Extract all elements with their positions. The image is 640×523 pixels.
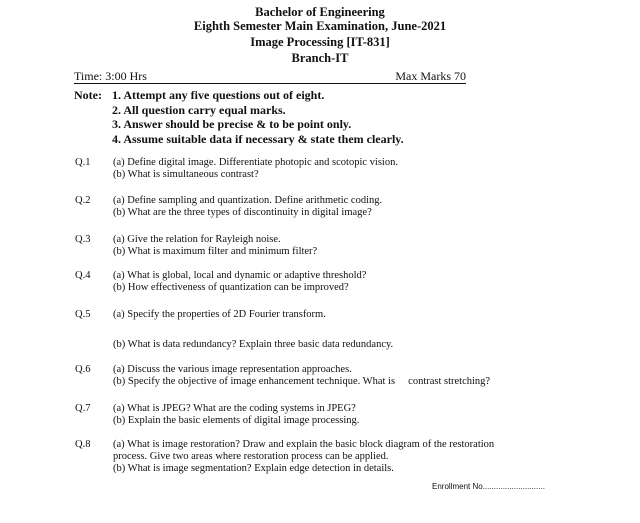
- question-number: Q.5: [75, 309, 91, 320]
- question-part-b: (b) What is simultaneous contrast?: [113, 169, 259, 180]
- question-number: Q.3: [75, 234, 91, 245]
- question-part-a: (a) What is image restoration? Draw and explain the basic block diagram of the restoration: [113, 439, 495, 450]
- time-label: Time: 3:00 Hrs: [74, 69, 147, 83]
- header-branch: Branch-IT: [291, 51, 349, 65]
- question-part-b: (b) What is data redundancy? Explain three basic data redundancy.: [113, 339, 394, 350]
- note-item: 1. Attempt any five questions out of eight.: [112, 88, 325, 102]
- note-label: Note:: [74, 88, 102, 102]
- question-part-a: (a) What is JPEG? What are the coding systems in JPEG?: [113, 403, 356, 414]
- note-item: 4. Assume suitable data if necessary & state them clearly.: [112, 131, 404, 146]
- question-part-a: (a) Give the relation for Rayleigh noise.: [113, 234, 281, 245]
- note-item: 2. All question carry equal marks.: [112, 102, 286, 117]
- question-number: Q.7: [75, 403, 91, 414]
- question-part-b: (b) What is maximum filter and minimum filter?: [113, 246, 318, 257]
- header-exam: Eighth Semester Main Examination, June-2021: [193, 19, 447, 33]
- question-part-a: (a) Define sampling and quantization. Define arithmetic coding.: [113, 195, 383, 206]
- question-part-b: (b) Specify the objective of image enhancement technique. What is contrast stretching?: [113, 376, 491, 387]
- header-subject: Image Processing [IT-831]: [250, 35, 390, 49]
- question-part-a: (a) Define digital image. Differentiate photopic and scotopic vision.: [113, 157, 398, 168]
- time-marks-row: [74, 69, 466, 84]
- enrollment-number-field: Enrollment No............................: [432, 482, 545, 491]
- question-part-a: (a) Discuss the various image representation approaches.: [113, 364, 352, 375]
- question-number: Q.2: [75, 195, 91, 206]
- question-part-b: (b) What is image segmentation? Explain edge detection in details.: [113, 463, 394, 474]
- question-number: Q.6: [75, 364, 91, 375]
- question-part-a: (a) What is global, local and dynamic or adaptive threshold?: [113, 270, 367, 281]
- question-number: Q.1: [75, 157, 91, 168]
- question-part-b: (b) What are the three types of discontinuity in digital image?: [113, 207, 372, 218]
- max-marks-label: Max Marks 70: [395, 69, 466, 83]
- question-part-b: (b) How effectiveness of quantization can be improved?: [113, 282, 349, 293]
- question-part-a-continued: process. Give two areas where restoration process can be applied.: [113, 451, 389, 462]
- header-degree: Bachelor of Engineering: [255, 5, 385, 19]
- question-number: Q.4: [75, 270, 91, 281]
- question-part-b: (b) Explain the basic elements of digital image processing.: [113, 415, 360, 426]
- question-part-a: (a) Specify the properties of 2D Fourier transform.: [113, 309, 326, 320]
- note-item: 3. Answer should be precise & to be point only.: [112, 117, 352, 131]
- question-number: Q.8: [75, 439, 91, 450]
